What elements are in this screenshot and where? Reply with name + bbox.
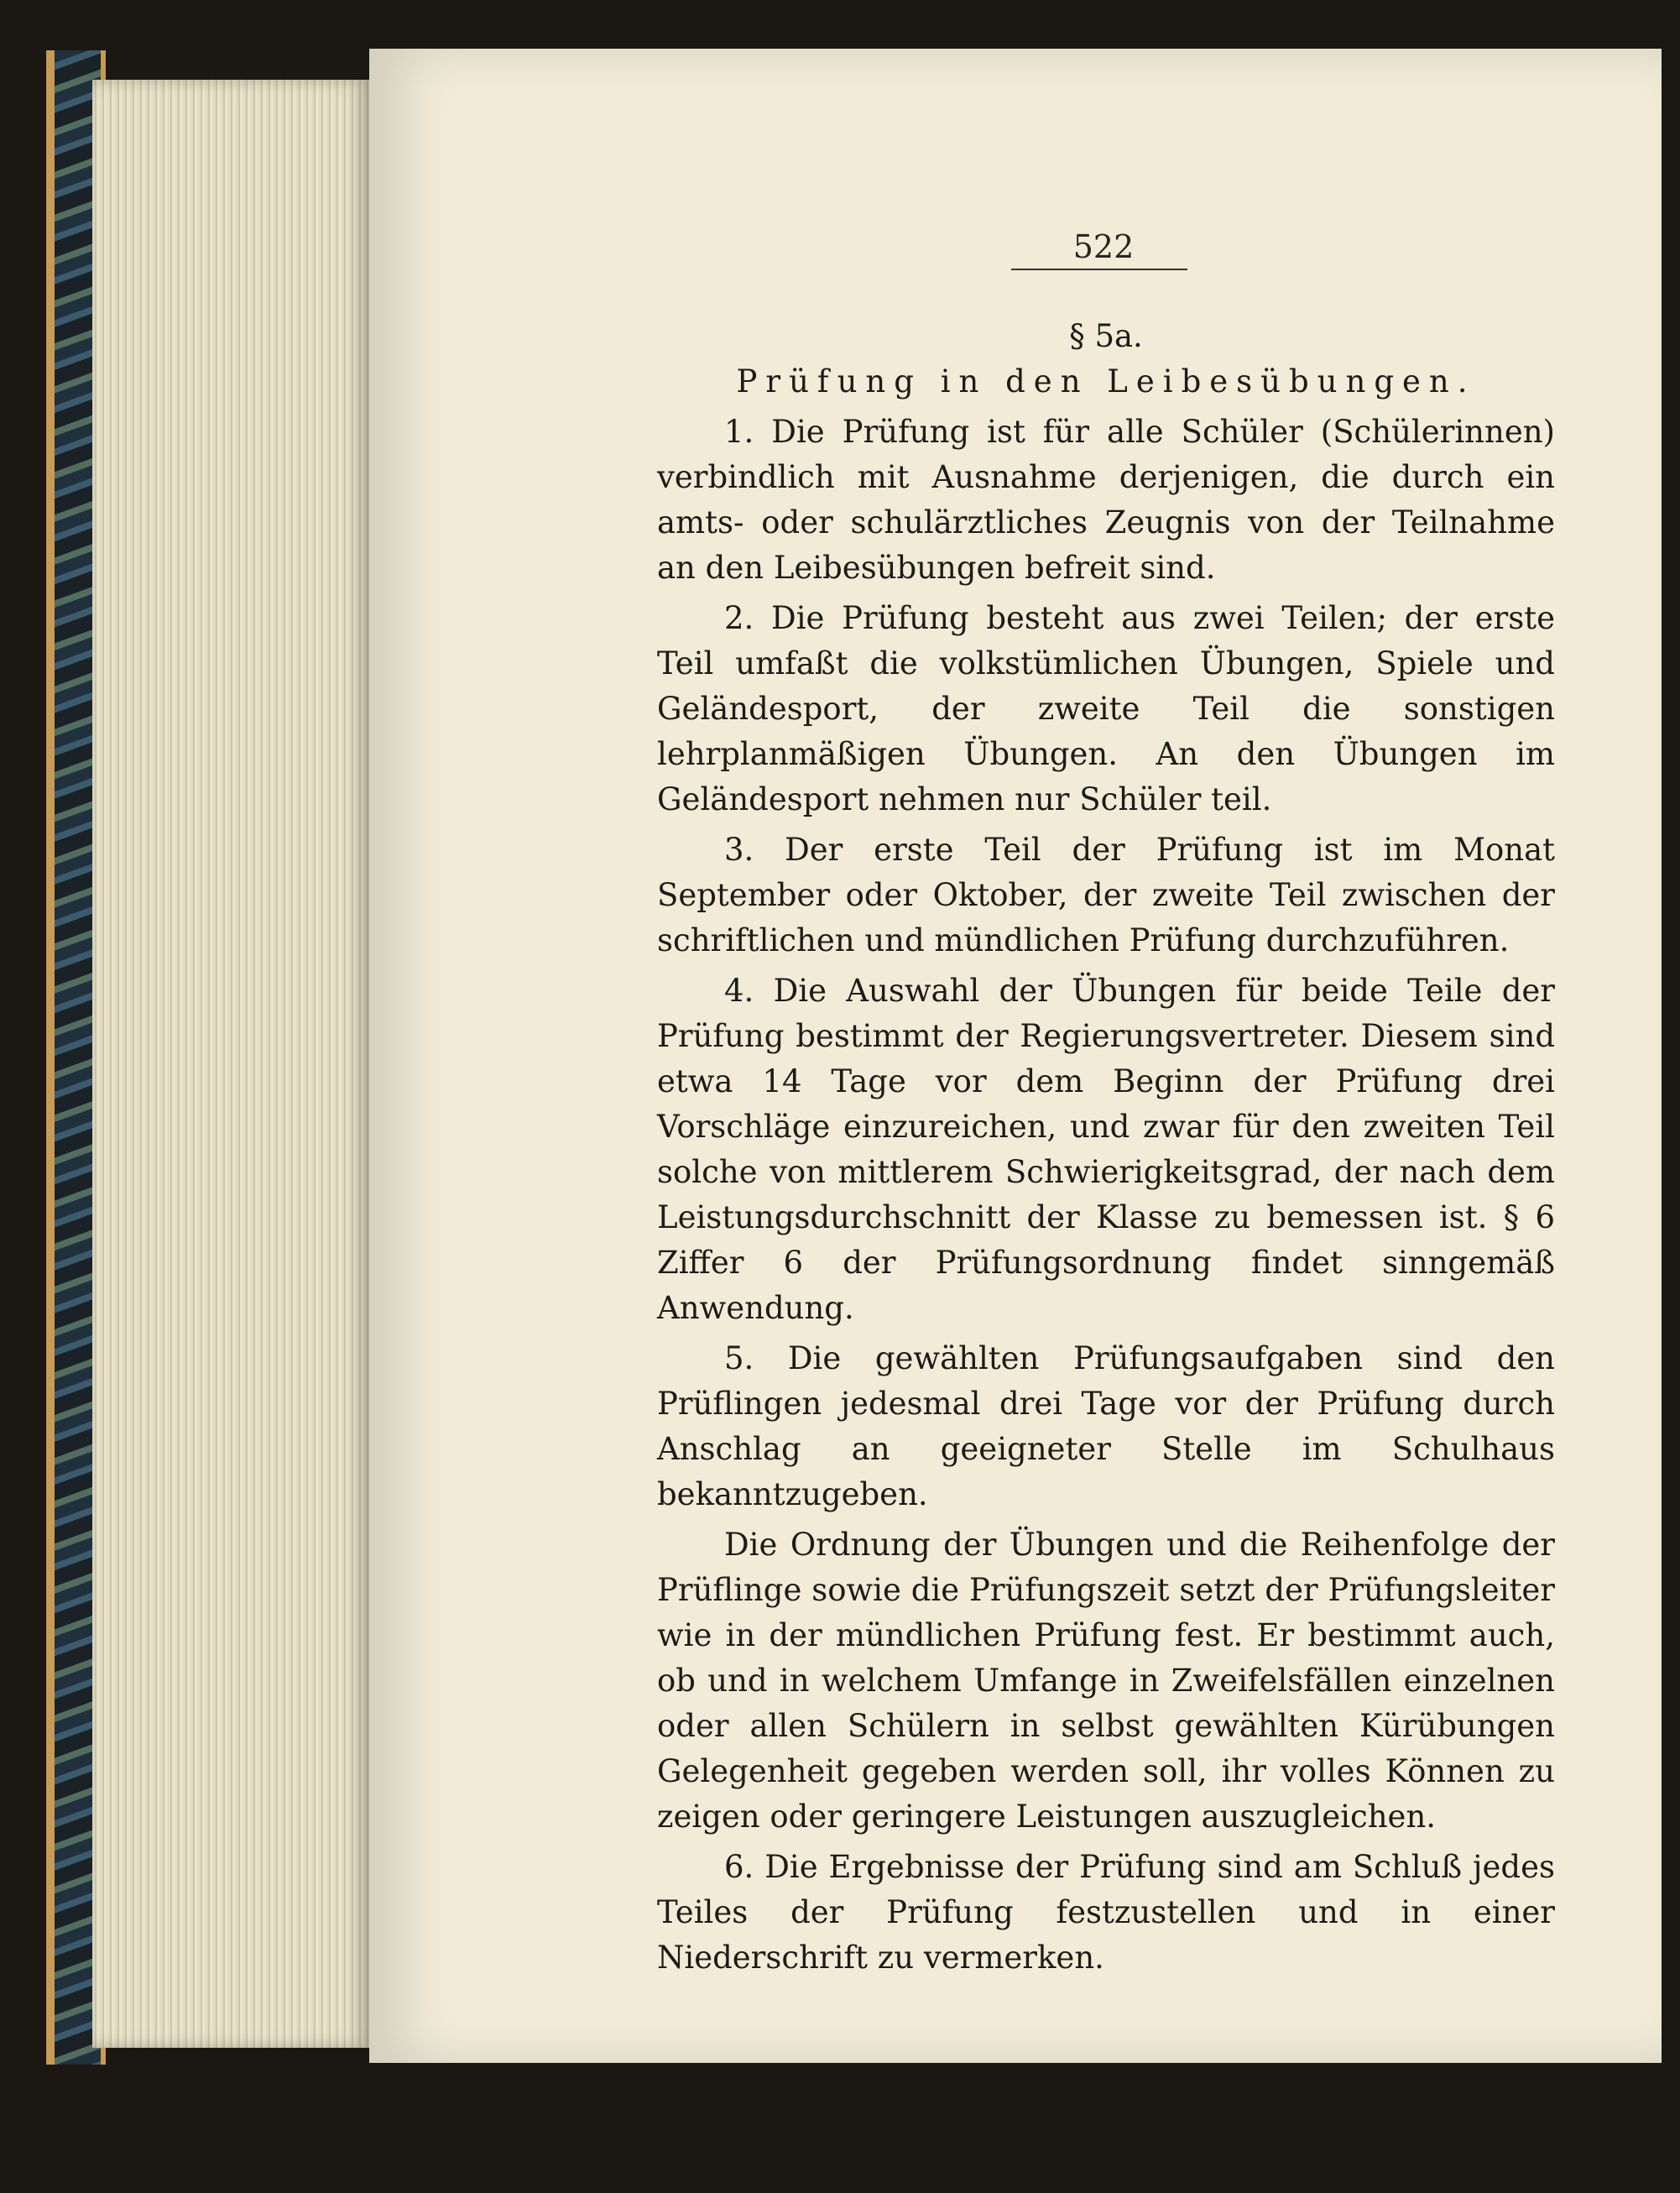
section-heading: Prüfung in den Leibesübungen. bbox=[736, 363, 1476, 399]
paragraph-1: 1. Die Prüfung ist für alle Schüler (Schülerinnen) verbindlich mit Ausnahme derjenigen, die durch ein amts- oder schulärztliches Zeugnis von der Teilnahme an den Leibesübungen befreit sind. bbox=[657, 414, 1555, 586]
header-rule bbox=[1011, 269, 1187, 270]
paragraph-6: 6. Die Ergebnisse der Prüfung sind am Schluß jedes Teiles der Prüfung festzustellen und in einer Niederschrift zu vermerken. bbox=[657, 1849, 1555, 1976]
paragraph-5: 5. Die gewählten Prüfungsaufgaben sind den Prüflingen jedesmal drei Tage vor der Prüfung durch Anschlag an geeigneter Stelle im Schulhaus bekanntzugeben. bbox=[657, 1340, 1555, 1512]
paragraph-3: 3. Der erste Teil der Prüfung ist im Monat September oder Oktober, der zweite Teil zwischen der schriftlichen und mündlichen Prüfung durchzuführen. bbox=[657, 832, 1555, 958]
page-number: 522 bbox=[1072, 228, 1135, 265]
page-edges bbox=[92, 80, 369, 2048]
paragraph-5-continued: Die Ordnung der Übungen und die Reihenfolge der Prüflinge sowie die Prüfungszeit setzt der Prüfungsleiter wie in der mündlichen Prüfung fest. Er bestimmt auch, ob und in welchem Umfange in Zweifelsfällen einzelnen oder allen Schülern in selbst gewählten Kürübungen Gelegenheit gegeben werden soll, ihr volles Können zu zeigen oder geringere Leistungen auszugleichen. bbox=[657, 1527, 1555, 1835]
section-number: § 5a. bbox=[1069, 318, 1143, 354]
paragraph-2: 2. Die Prüfung besteht aus zwei Teilen; der erste Teil umfaßt die volkstümlichen Übungen, Spiele und Geländesport, der zweite Teil die sonstigen lehrplanmäßigen Übungen. An den Übungen im Geländesport nehmen nur Schüler teil. bbox=[657, 600, 1555, 817]
paragraph-4: 4. Die Auswahl der Übungen für beide Teile der Prüfung bestimmt der Regierungsvertreter. Diesem sind etwa 14 Tage vor dem Beginn der Prüfung drei Vorschläge einzureichen, und zwar für den zweiten Teil solche von mittlerem Schwierigkeitsgrad, der nach dem Leistungsdurchschnitt der Klasse zu bemessen ist. § 6 Ziffer 6 der Prüfungsordnung findet sinngemäß Anwendung. bbox=[657, 973, 1555, 1326]
page-body bbox=[657, 314, 1555, 1986]
